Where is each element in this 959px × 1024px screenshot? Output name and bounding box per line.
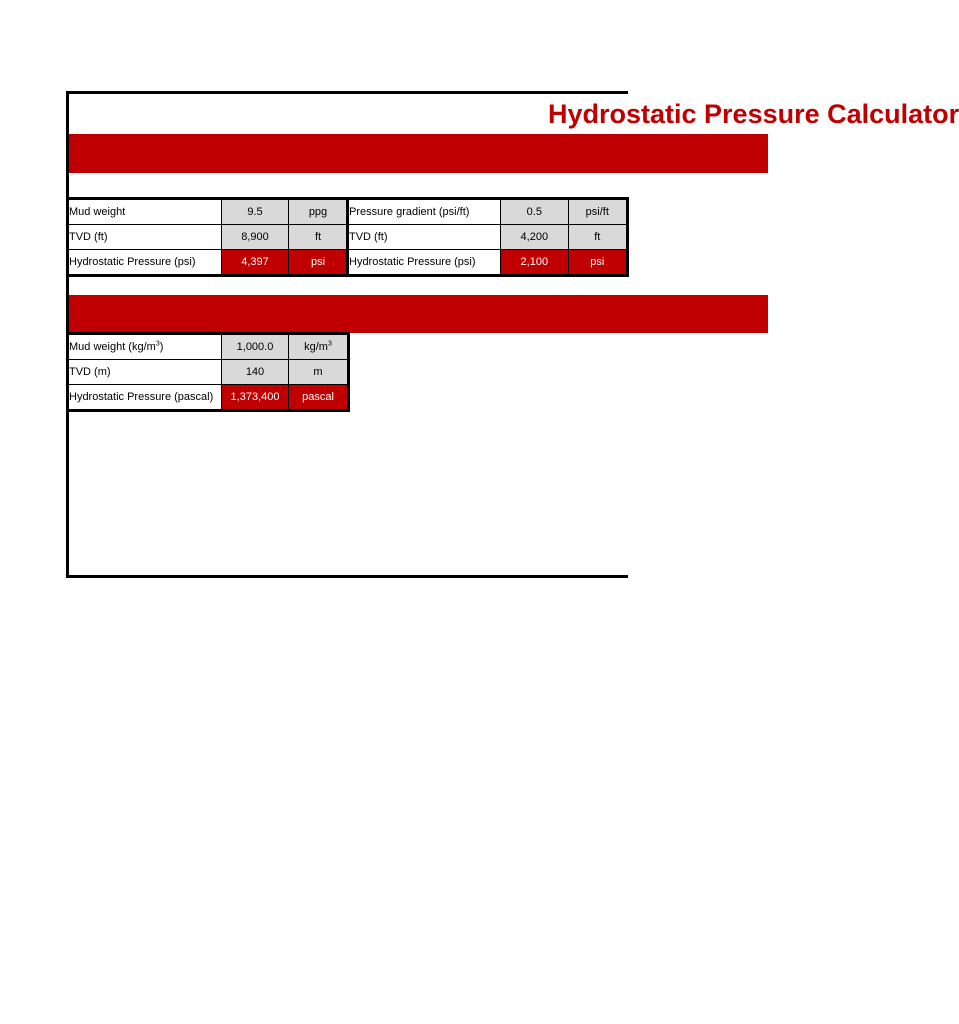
- tvd-unit: m: [289, 360, 349, 385]
- mud-weight-input[interactable]: 9.5: [222, 199, 289, 225]
- hydrostatic-pressure-label: Hydrostatic Pressure (psi): [68, 250, 222, 276]
- hydrostatic-pressure-unit: psi: [568, 250, 627, 276]
- table-row: [68, 360, 349, 385]
- frame-bottom-border: [66, 575, 628, 578]
- hydrostatic-pressure-unit: pascal: [289, 385, 349, 411]
- table-row: [68, 199, 349, 225]
- tvd-input[interactable]: 140: [222, 360, 289, 385]
- table-row: [68, 334, 349, 360]
- table-row: [348, 250, 628, 276]
- mud-weight-unit: $kg/m^3$: [289, 334, 349, 360]
- table-row: [68, 385, 349, 411]
- page-title: Hydrostatic Pressure Calculator: [548, 99, 959, 129]
- imperial-section-banner: [69, 134, 768, 173]
- calculator-sheet: [66, 91, 959, 578]
- hydrostatic-pressure-result: 2,100: [501, 250, 568, 276]
- tvd-input[interactable]: 4,200: [501, 225, 568, 250]
- mud-weight-input[interactable]: 1,000.0: [222, 334, 289, 360]
- hydrostatic-pressure-result: 4,397: [222, 250, 289, 276]
- metric-table: [66, 332, 350, 412]
- table-row: [348, 199, 628, 225]
- tvd-unit: ft: [289, 225, 349, 250]
- frame-top-border: [66, 91, 628, 94]
- imperial-mud-weight-table: [66, 197, 350, 277]
- imperial-gradient-table: [346, 197, 629, 277]
- metric-section-banner: [69, 295, 768, 333]
- tvd-label: TVD (ft): [348, 225, 501, 250]
- hydrostatic-pressure-label: Hydrostatic Pressure (pascal): [68, 385, 222, 411]
- tvd-unit: ft: [568, 225, 627, 250]
- mud-weight-unit: ppg: [289, 199, 349, 225]
- tvd-label: TVD (m): [68, 360, 222, 385]
- table-row: [348, 225, 628, 250]
- mud-weight-label: Mud weight: [68, 199, 222, 225]
- table-row: [68, 225, 349, 250]
- pressure-gradient-input[interactable]: 0.5: [501, 199, 568, 225]
- hydrostatic-pressure-unit: psi: [289, 250, 349, 276]
- table-row: [68, 250, 349, 276]
- pressure-gradient-unit: psi/ft: [568, 199, 627, 225]
- tvd-input[interactable]: 8,900: [222, 225, 289, 250]
- tvd-label: TVD (ft): [68, 225, 222, 250]
- mud-weight-label: Mud weight $(kg/m^3)$: [68, 334, 222, 360]
- hydrostatic-pressure-label: Hydrostatic Pressure (psi): [348, 250, 501, 276]
- pressure-gradient-label: Pressure gradient (psi/ft): [348, 199, 501, 225]
- hydrostatic-pressure-result: 1,373,400: [222, 385, 289, 411]
